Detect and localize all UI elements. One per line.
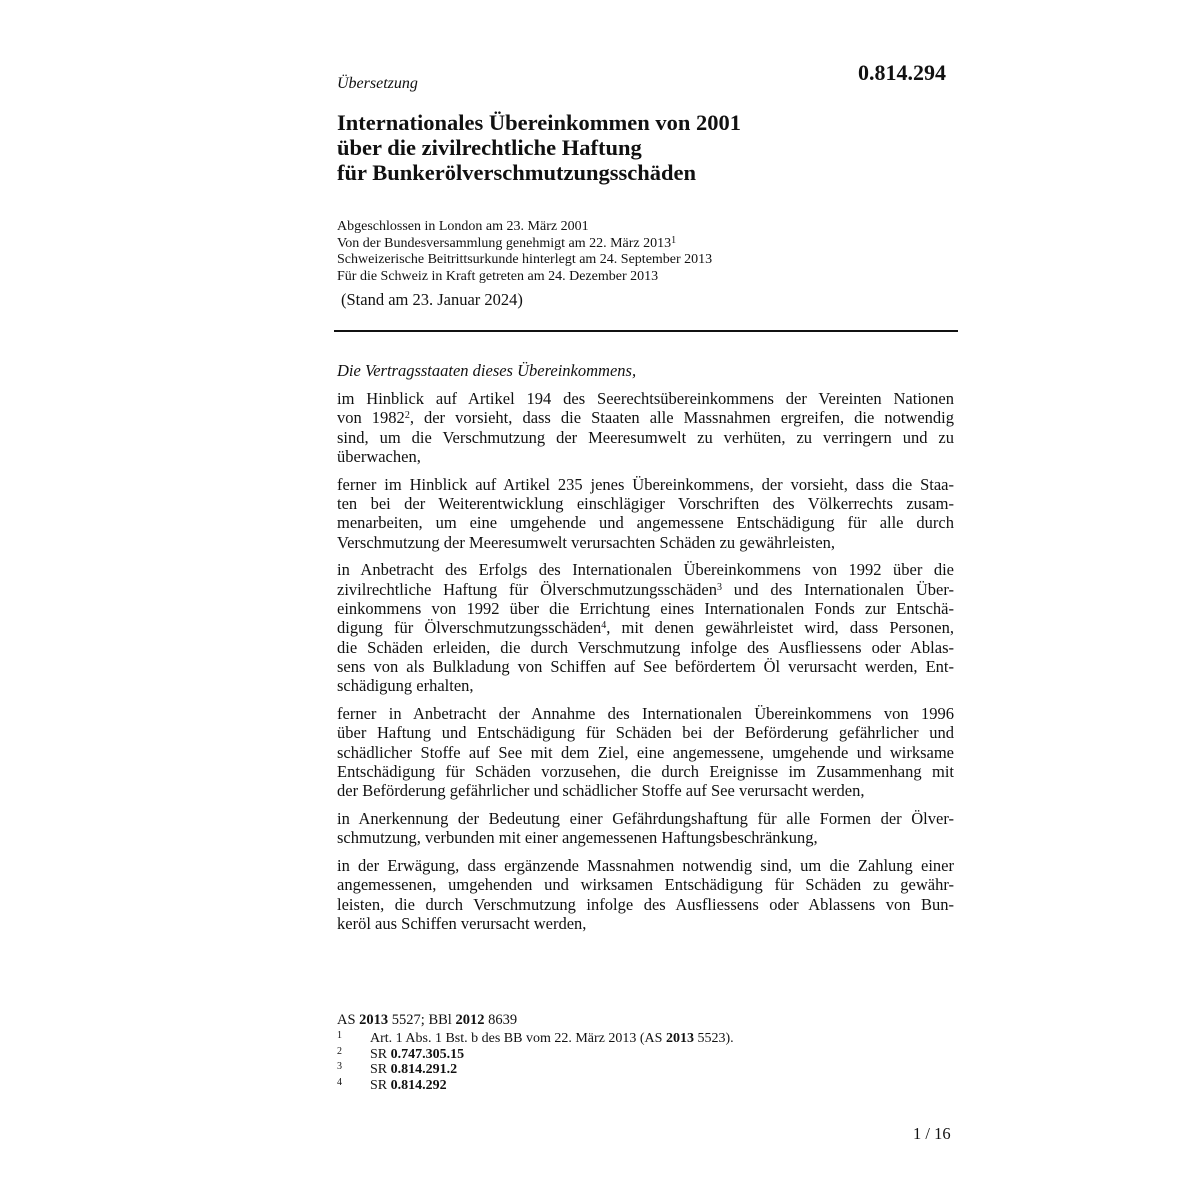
preamble-paragraph-1: im Hinblick auf Artikel 194 des Seerechtsübereinkommens der Vereinten Nationen von 1982$^2$, der vorsieht, dass die Staaten alle Massnahmen ergreifen, die notwendig sind, um die Verschmutzung der Meeresumwelt zu verhüten, zu verringern und zu überwachen, — [337, 389, 955, 466]
sr-link[interactable]: 0.814.291.2 — [390, 1062, 458, 1077]
document-title — [337, 110, 857, 185]
title-line: über die zivilrechtliche Haftung — [337, 135, 642, 160]
preamble-paragraph-3: in Anbetracht des Erfolgs des Internationalen Übereinkommens von 1992 über die zivilrechtliche Haftung für Ölverschmutzungsschäden$^3$ und des Internationalen Über- einkommens von 1992 über die Errichtung eines Internationalen Fonds zur Entschä- digung für Ölverschmutzungsschäden$^4$, mit denen gewährleistet wird, dass Personen, die Schäden erleiden, die durch Verschmutzung infolge des Ausfliessens oder Ablas- sens von als Bulkladung von Schiffen auf See befördertem Öl verursacht werden, Ent- schädigung erhalten, — [337, 560, 954, 696]
footnote-ref[interactable]: 2 — [404, 410, 410, 422]
footnote-3: 3 SR 0.814.291.2 — [337, 1061, 458, 1077]
footnote-1: 1 Art. 1 Abs. 1 Bst. b des BB vom 22. März 2013 (AS 2013 5523). — [337, 1030, 734, 1046]
accession-date: Schweizerische Beitrittsurkunde hinterlegt am 24. September 2013 — [337, 252, 713, 267]
footnotes — [337, 1031, 734, 1093]
title-line: Internationales Übereinkommen von 2001 — [337, 110, 741, 135]
preamble-paragraph-5: in Anerkennung der Bedeutung einer Gefährdungshaftung für alle Formen der Ölver- schmutzung, verbunden mit einer angemessenen Haftungsbeschränkung, — [337, 808, 954, 848]
footnote-2: 2 SR 0.747.305.15 — [337, 1045, 465, 1062]
official-collection-reference: AS 2013 5527; BBl 2012 8639 — [337, 1012, 518, 1028]
treaty-metadata — [337, 219, 712, 285]
preamble-parties: Die Vertragsstaaten dieses Übereinkommens, — [337, 361, 637, 380]
sr-number: 0.814.294 — [858, 60, 946, 85]
page-number: 1 / 16 — [913, 1124, 951, 1143]
in-force-date: Für die Schweiz in Kraft getreten am 24. Dezember 2013 — [337, 268, 659, 284]
footnote-ref[interactable]: 3 — [716, 581, 722, 593]
status-date: (Stand am 23. Januar 2024) — [341, 290, 523, 309]
footnote-ref[interactable]: 1 — [671, 234, 677, 246]
preamble-paragraph-2: ferner im Hinblick auf Artikel 235 jenes Übereinkommens, der vorsieht, dass die Staa- ten bei der Weiterentwicklung einschlägiger Vorschriften des Völkerrechts zusam- menarbeiten, um eine umgehende und angemessene Entschädigung für alle durch Verschmutzung der Meeresumwelt verursachten Schäden zu gewährleisten, — [337, 474, 954, 552]
footnote-4: 4 SR 0.814.292 — [337, 1076, 447, 1093]
header-divider — [334, 330, 958, 332]
preamble-body — [337, 389, 954, 942]
preamble-paragraph-4: ferner in Anbetracht der Annahme des Internationalen Übereinkommens von 1996 über Haftung und Entschädigung für Schäden bei der Beförderung gefährlicher und schädlicher Stoffe auf See mit dem Ziel, eine angemessene, umgehende und wirksame Entschädigung für Schäden vorzusehen, die durch Ereignisse im Zusammenhang mit der Beförderung gefährlicher und schädlicher Stoffe auf See verursacht werden, — [337, 703, 954, 801]
preamble-paragraph-6: in der Erwägung, dass ergänzende Massnahmen notwendig sind, um die Zahlung einer angemessenen, umgehenden und wirksamen Entschädigung für Schäden zu gewähr- leisten, die durch Verschmutzung infolge des Ausfliessens oder Ablassens von Bun- keröl aus Schiffen verursacht werden, — [337, 856, 954, 933]
translation-label: Übersetzung — [337, 75, 418, 92]
concluded-date: Abgeschlossen in London am 23. März 2001 — [337, 219, 589, 234]
footnote-ref[interactable]: 4 — [601, 620, 607, 632]
approval-date: Von der Bundesversammlung genehmigt am 22. März 2013$^1$ — [337, 234, 677, 251]
sr-link[interactable]: 0.747.305.15 — [390, 1046, 465, 1062]
sr-link[interactable]: 0.814.292 — [390, 1077, 447, 1093]
title-line: für Bunkerölverschmutzungsschäden — [337, 160, 697, 185]
